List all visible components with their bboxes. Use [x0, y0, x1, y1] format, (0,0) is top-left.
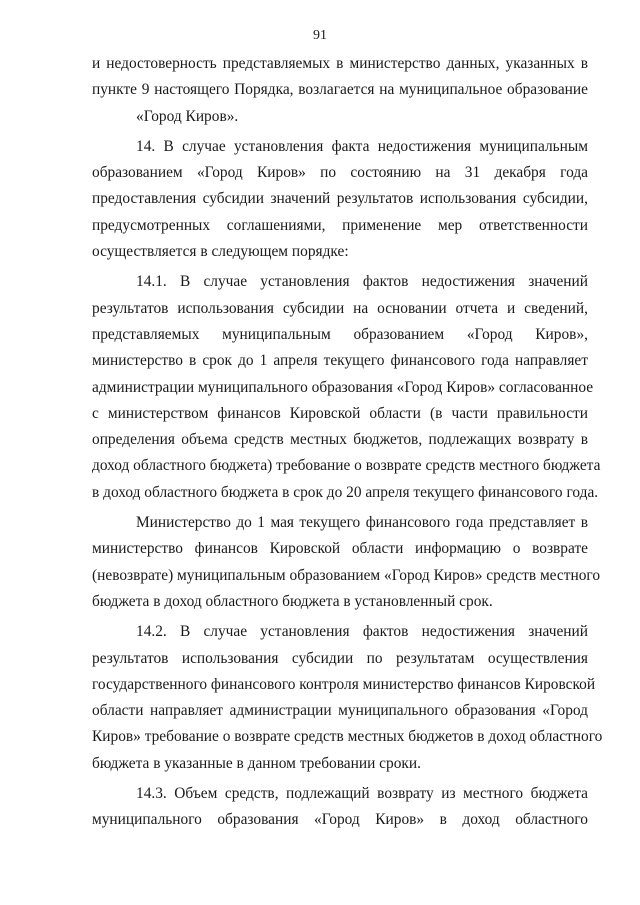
- text-line: 14.1. В случае установления фактов недостижения значений: [136, 273, 588, 291]
- text-line: результатов использования субсидии по результатам осуществления: [92, 649, 588, 667]
- text-line: образованием «Город Киров» по состоянию на 31 декабря года: [92, 164, 588, 182]
- text-line: бюджета в доход областного бюджета в установленный срок.: [92, 592, 493, 610]
- document-body: [92, 51, 603, 834]
- text-line: результатов использования субсидии на основании отчета и сведений,: [92, 299, 588, 317]
- text-line: в доход областного бюджета в срок до 20 апреля текущего финансового года.: [92, 483, 599, 501]
- text-line: государственного финансового контроля министерство финансов Кировской: [92, 675, 596, 693]
- text-line: Министерство до 1 мая текущего финансового года представляет в: [136, 514, 588, 532]
- text-line: муниципального образования «Город Киров» в доход областного: [92, 811, 588, 829]
- paragraph: [92, 134, 588, 265]
- text-line: предусмотренных соглашениями, применение мер ответственности: [92, 216, 588, 234]
- text-line: предоставления субсидии значений результатов использования субсидии,: [92, 190, 588, 208]
- page-number: 91: [313, 28, 327, 43]
- text-line: бюджета в указанные в данном требовании сроки.: [92, 754, 421, 772]
- text-line: доход областного бюджета) требование о возврате средств местного бюджета: [92, 457, 601, 475]
- text-line: и недостоверность представляемых в министерство данных, указанных в: [92, 55, 588, 72]
- paragraph: [92, 619, 603, 777]
- text-line: администрации муниципального образования «Город Киров» согласованное: [92, 378, 594, 396]
- text-line: «Город Киров».: [136, 107, 239, 125]
- text-line: министерство финансов Кировской области информацию о возврате: [92, 540, 588, 558]
- paragraph: [92, 51, 588, 130]
- text-line: осуществляется в следующем порядке:: [92, 243, 349, 261]
- text-line: пункте 9 настоящего Порядка, возлагается на муниципальное образование: [92, 81, 588, 99]
- text-line: 14.3. Объем средств, подлежащий возврату из местного бюджета: [136, 785, 588, 803]
- text-line: 14. В случае установления факта недостижения муниципальным: [136, 137, 588, 155]
- text-line: министерство в срок до 1 апреля текущего финансового года направляет: [92, 352, 588, 370]
- text-line: определения объема средств местных бюджетов, подлежащих возврату в: [92, 431, 588, 449]
- text-line: 14.2. В случае установления фактов недостижения значений: [136, 623, 588, 641]
- text-line: представляемых муниципальным образованием «Город Киров»,: [92, 325, 588, 343]
- paragraph: [92, 510, 601, 615]
- text-line: области направляет администрации муниципального образования «Город: [92, 702, 588, 720]
- text-line: Киров» требование о возврате средств местных бюджетов в доход областного: [92, 728, 603, 746]
- paragraph: [92, 269, 601, 506]
- paragraph: [92, 781, 588, 834]
- text-line: (невозврате) муниципальным образованием «Город Киров» средств местного: [92, 566, 601, 584]
- text-line: с министерством финансов Кировской области (в части правильности: [92, 404, 588, 422]
